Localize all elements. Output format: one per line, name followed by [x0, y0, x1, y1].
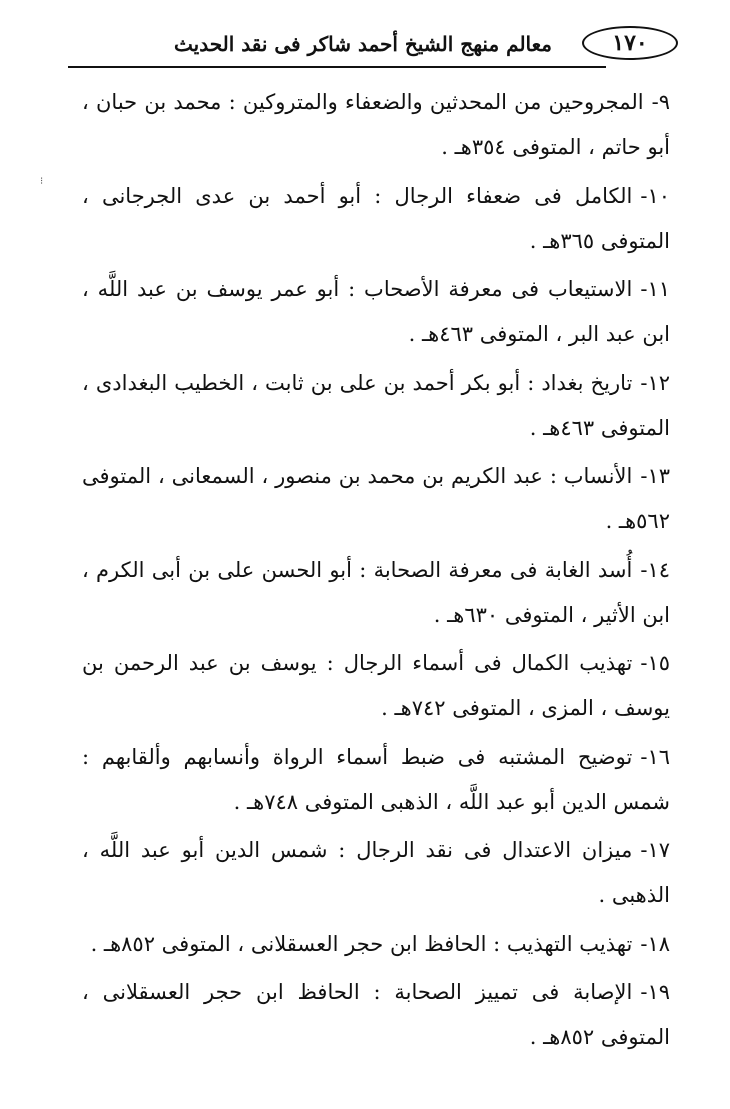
entry-number: ١٤- [640, 557, 670, 582]
entry-number: ١٦- [640, 744, 670, 769]
entry-number: ١٧- [640, 838, 670, 862]
entry-text: الاستيعاب فى معرفة الأصحاب : أبو عمر يوسف بن عبد اللَّه ، ابن عبد البر ، المتوفى ٤٦٣هـ . [82, 277, 670, 346]
entry-number: ١٩- [640, 980, 670, 1004]
list-item [82, 174, 670, 264]
list-item [82, 922, 670, 967]
list-item [82, 454, 670, 544]
entry-number: ١٠- [640, 183, 670, 208]
entry-text: الكامل فى ضعفاء الرجال : أبو أحمد بن عدى الجرجانى ، المتوفى ٣٦٥هـ . [82, 183, 670, 253]
list-item [82, 361, 670, 451]
list-item [82, 641, 670, 731]
entry-text: تهذيب الكمال فى أسماء الرجال : يوسف بن عبد الرحمن بن يوسف ، المزى ، المتوفى ٧٤٢هـ . [82, 651, 670, 720]
entry-text: المجروحين من المحدثين والضعفاء والمتروكين : محمد بن حبان ، أبو حاتم ، المتوفى ٣٥٤هـ . [82, 90, 670, 159]
entry-text: أُسد الغابة فى معرفة الصحابة : أبو الحسن على بن أبى الكرم ، ابن الأثير ، المتوفى ٦٣٠هـ . [82, 557, 670, 627]
entry-text: تاريخ بغداد : أبو بكر أحمد بن على بن ثابت ، الخطيب البغدادى ، المتوفى ٤٦٣هـ . [82, 370, 670, 440]
page-header [68, 24, 678, 66]
list-item [82, 735, 670, 825]
margin-speck: ⁝ [40, 176, 44, 187]
entry-number: ٩- [651, 90, 670, 114]
list-item [82, 970, 670, 1060]
entry-text: الأنساب : عبد الكريم بن محمد بن منصور ، السمعانى ، المتوفى ٥٦٢هـ . [82, 464, 670, 533]
list-item [82, 548, 670, 638]
entry-number: ١٢- [640, 370, 670, 395]
entry-number: ١٨- [640, 931, 670, 956]
entry-text: الإصابة فى تمييز الصحابة : الحافظ ابن حجر العسقلانى ، المتوفى ٨٥٢هـ . [82, 980, 670, 1049]
page-number: ١٧٠ [582, 26, 678, 60]
entry-text: توضيح المشتبه فى ضبط أسماء الرواة وأنسابهم وألقابهم : شمس الدين أبو عبد اللَّه ، الذهبى المتوفى ٧٤٨هـ . [82, 744, 670, 814]
entry-text: ميزان الاعتدال فى نقد الرجال : شمس الدين أبو عبد اللَّه ، الذهبى . [82, 838, 670, 907]
list-item [82, 80, 670, 170]
entry-number: ١١- [640, 277, 670, 301]
bibliography-list [82, 80, 670, 1064]
entry-number: ١٥- [640, 651, 670, 675]
running-title: معالم منهج الشيخ أحمد شاكر فى نقد الحديث [174, 32, 552, 56]
entry-text: تهذيب التهذيب : الحافظ ابن حجر العسقلانى ، المتوفى ٨٥٢هـ . [90, 931, 633, 956]
header-rule [68, 66, 606, 68]
list-item [82, 828, 670, 918]
list-item [82, 267, 670, 357]
entry-number: ١٣- [640, 464, 670, 488]
